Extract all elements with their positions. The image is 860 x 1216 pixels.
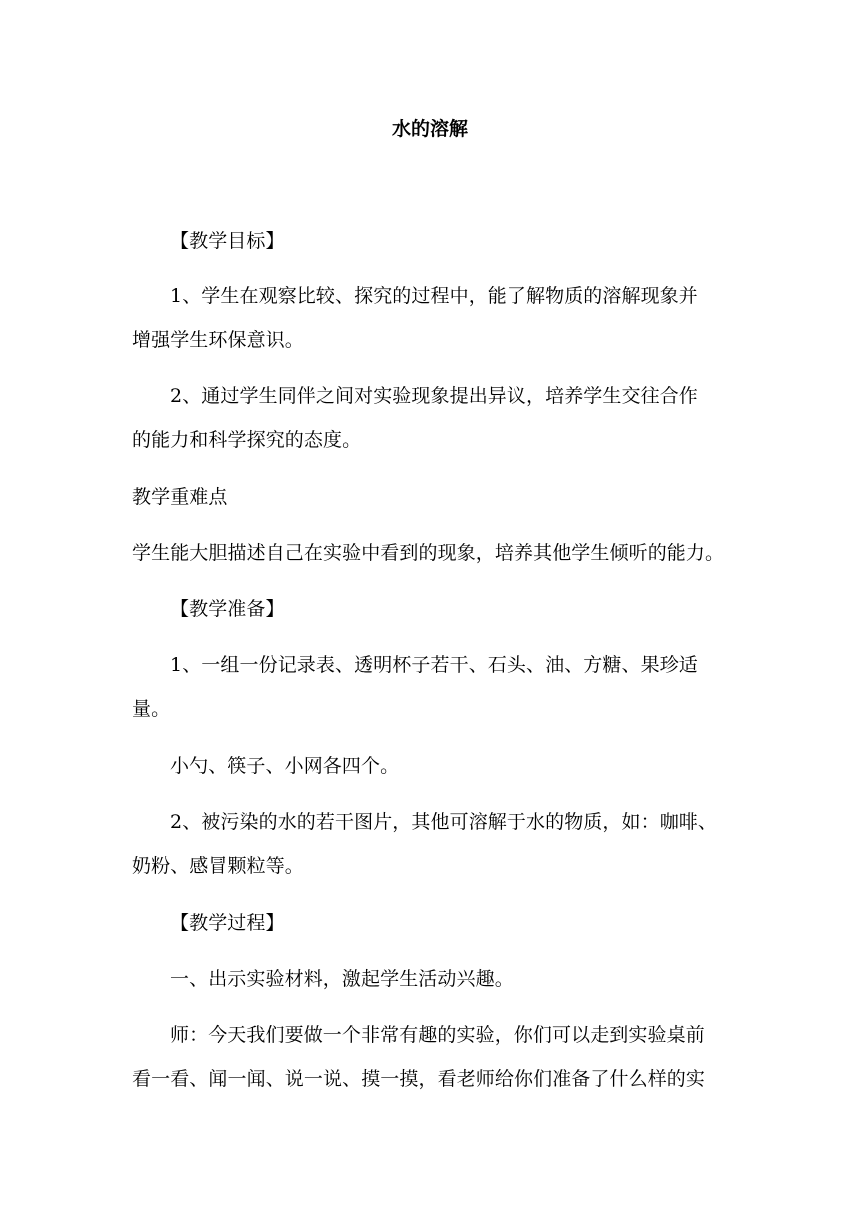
paragraph-line: 师：今天我们要做一个非常有趣的实验，你们可以走到实验桌前 <box>170 1024 705 1046</box>
paragraph-line: 2、被污染的水的若干图片，其他可溶解于水的物质，如：咖啡、 <box>170 811 717 833</box>
paragraph-line: 小勺、筷子、小网各四个。 <box>170 755 400 777</box>
section-heading-preparation: 【教学准备】 <box>170 598 285 620</box>
section-heading-key-points: 教学重难点 <box>132 486 228 508</box>
paragraph-line: 量。 <box>132 698 171 720</box>
paragraph-line: 1、学生在观察比较、探究的过程中，能了解物质的溶解现象并 <box>170 285 698 307</box>
section-heading-process: 【教学过程】 <box>170 912 285 934</box>
paragraph-line: 学生能大胆描述自己在实验中看到的现象，培养其他学生倾听的能力。 <box>132 542 725 564</box>
paragraph-line: 增强学生环保意识。 <box>132 329 304 351</box>
paragraph-line: 一、出示实验材料，激起学生活动兴趣。 <box>170 968 514 990</box>
paragraph-line: 的能力和科学探究的态度。 <box>132 429 362 451</box>
document-title: 水的溶解 <box>391 118 468 140</box>
paragraph-line: 看一看、闻一闻、说一说、摸一摸，看老师给你们准备了什么样的实 <box>132 1068 706 1090</box>
section-heading-objectives: 【教学目标】 <box>170 230 285 252</box>
paragraph-line: 1、一组一份记录表、透明杯子若干、石头、油、方糖、果珍适 <box>170 654 698 676</box>
paragraph-line: 奶粉、感冒颗粒等。 <box>132 855 304 877</box>
paragraph-line: 2、通过学生同伴之间对实验现象提出异议，培养学生交往合作 <box>170 385 698 407</box>
